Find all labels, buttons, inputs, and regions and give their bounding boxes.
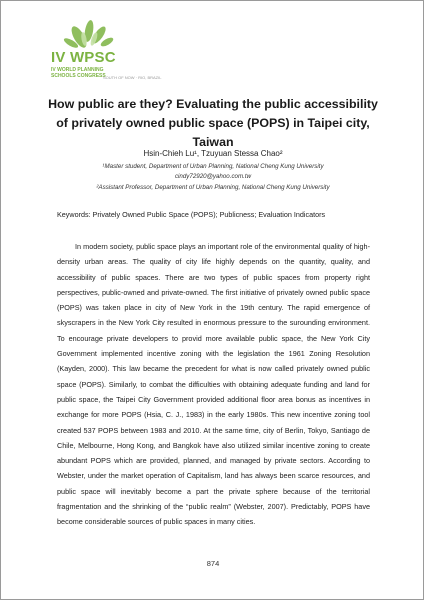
body-paragraph: In modern society, public space plays an important role of the environmental quality of high-density urban areas. The quality of city life highly depends on the quantity, quality, and accessibility of public spaces. There are two types of public spaces from property right perspectives, public-owned and private-owned. The first initiative of privately owned public space (POPS) was taken place in city of New York in the 19th century. The rapid emergence of skyscrapers in the New York City resulted in enormous pressure to the surounding environment. To encourage private developers to provid more available public space, the New York City Government implemented incentive zoning with the legislation the 1961 Zoning Resolution (Kayden, 2000). This law became the precedent for what is now called privately owned public space (POPS). Similarly, to combat the difficulties with obtaining adequate funding and land for public space, the Taipei City Government provided additional floor area bonus as incentives in exchange for more POPS (Hsia, C. J., 1983) in the early 1980s. This new incentive zoning tool created 537 POPS between 1983 and 2010. At the same time, city of Berlin, Tokyo, Santiago de Chile, Melbourne, Hong Kong, and Bangkok have also utilized similar incentive zoning to create abundant POPS which are provided, planned, and managed by private sectors. According to Webster, under the market operation of Capitalism, land has always been scarce resources, and public space will inevitably become a part the private sphere because of the territorial fragmentation and the shrinking of the “public realm” (Webster, 2007). Predictably, POPS have become considerable sources of public spaces in many cities. <box>57 242 370 527</box>
author-email: cindy72920@yahoo.com.tw <box>174 173 252 180</box>
affiliation-1: ¹Master student, Department of Urban Planning, National Cheng Kung University <box>102 163 324 170</box>
logo-title: IV WPSC <box>51 49 116 66</box>
affiliation-2: ²Assistant Professor, Department of Urban Planning, National Cheng Kung University <box>96 184 330 191</box>
paper-authors: Hsin-Chieh Lu¹, Tzuyuan Stessa Chao² <box>143 149 283 158</box>
logo-subtitle-line2: SCHOOLS CONGRESS <box>51 73 106 79</box>
logo-subtitle-line1: IV WORLD PLANNING <box>51 67 104 73</box>
logo-small-text: SOUTH OF NOW · RIO, BRAZIL <box>103 75 162 80</box>
page-number: 874 <box>206 559 220 568</box>
keywords-line: Keywords: Privately Owned Public Space (POPS); Publicness; Evaluation Indicators <box>57 210 326 219</box>
congress-logo <box>51 15 161 83</box>
paper-title: How public are they? Evaluating the public accessibility of privately owned public space (POPS) in Taipei city, Taiwan <box>48 97 378 149</box>
logo-subtitle <box>51 67 106 79</box>
